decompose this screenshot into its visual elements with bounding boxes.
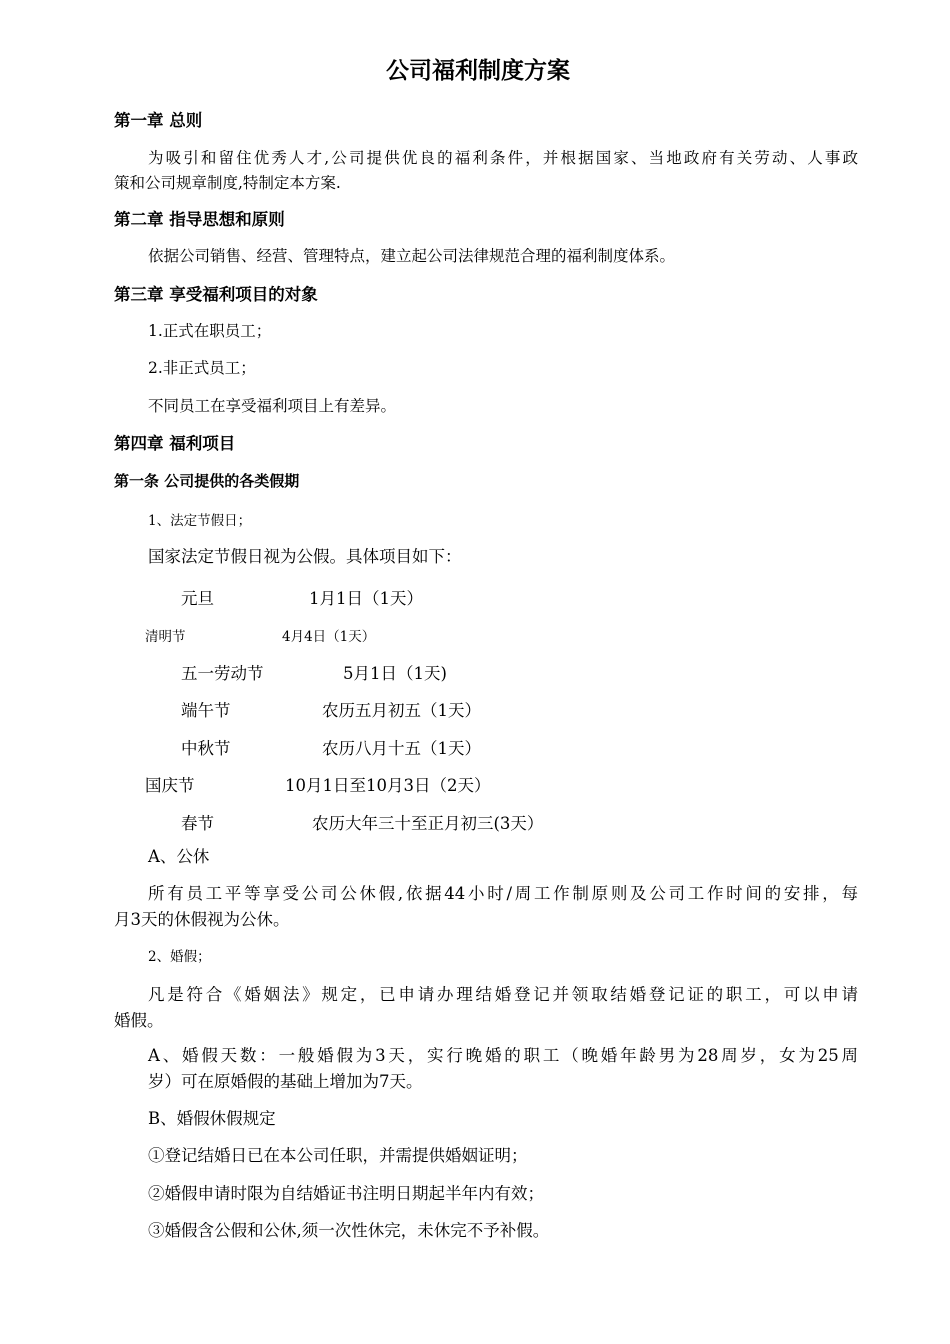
eligible-item-2: 2.非正式员工； xyxy=(148,359,256,377)
public-rest-heading: A、公休 xyxy=(148,847,210,866)
holiday-date: 10月1日至10月3日（2天） xyxy=(285,776,491,795)
marriage-intro-line-2: 婚假。 xyxy=(114,1011,164,1030)
marriage-rule-3: ③婚假含公假和公休,须一次性休完，未休完不予补假。 xyxy=(148,1221,550,1240)
section-1-heading: 1、法定节假日； xyxy=(148,513,252,529)
holiday-name: 国庆节 xyxy=(145,776,195,795)
holiday-name: 中秋节 xyxy=(181,739,231,758)
holiday-date: 1月1日（1天） xyxy=(309,589,423,608)
holiday-date: 农历五月初五（1天） xyxy=(322,701,481,720)
eligible-item-1: 1.正式在职员工； xyxy=(148,322,272,340)
holiday-name: 端午节 xyxy=(181,701,231,720)
marriage-days-line-2: 岁）可在原婚假的基础上增加为7天。 xyxy=(148,1072,423,1091)
chapter-4-heading: 第四章 福利项目 xyxy=(114,434,236,453)
holiday-date: 4月4日（1天） xyxy=(282,629,376,645)
marriage-rules-heading: B、婚假休假规定 xyxy=(148,1109,276,1128)
document-title: 公司福利制度方案 xyxy=(386,58,570,84)
marriage-rule-2: ②婚假申请时限为自结婚证书注明日期起半年内有效； xyxy=(148,1184,544,1203)
chapter-1-heading: 第一章 总则 xyxy=(114,111,203,130)
marriage-days-line-1: A、婚假天数：一般婚假为3天，实行晚婚的职工（晚婚年龄男为28周岁，女为25周 xyxy=(148,1046,858,1065)
public-rest-line-2: 月3天的休假视为公休。 xyxy=(114,910,290,929)
chapter-1-paragraph-line-1: 为吸引和留住优秀人才,公司提供优良的福利条件，并根据国家、当地政府有关劳动、人事政 xyxy=(148,149,858,167)
article-1-heading: 第一条 公司提供的各类假期 xyxy=(114,472,300,490)
chapter-2-paragraph: 依据公司销售、经营、管理特点，建立起公司法律规范合理的福利制度体系。 xyxy=(148,247,676,265)
chapter-2-heading: 第二章 指导思想和原则 xyxy=(114,210,285,229)
eligibility-note: 不同员工在享受福利项目上有差异。 xyxy=(148,397,397,415)
holiday-name: 清明节 xyxy=(145,629,186,645)
holiday-name: 春节 xyxy=(181,814,214,833)
chapter-3-heading: 第三章 享受福利项目的对象 xyxy=(114,285,318,304)
holiday-name: 五一劳动节 xyxy=(181,664,264,683)
holiday-date: 5月1日（1天) xyxy=(343,664,447,683)
holiday-intro: 国家法定节假日视为公假。具体项目如下： xyxy=(148,547,462,566)
holiday-name: 元旦 xyxy=(181,589,214,608)
section-2-heading: 2、婚假； xyxy=(148,949,211,965)
marriage-rule-1: ①登记结婚日已在本公司任职，并需提供婚姻证明； xyxy=(148,1146,528,1165)
holiday-date: 农历八月十五（1天） xyxy=(322,739,481,758)
holiday-date: 农历大年三十至正月初三(3天） xyxy=(312,814,544,833)
chapter-1-paragraph-line-2: 策和公司规章制度,特制定本方案. xyxy=(114,174,341,192)
public-rest-line-1: 所有员工平等享受公司公休假,依据44小时/周工作制原则及公司工作时间的安排，每 xyxy=(148,884,858,903)
marriage-intro-line-1: 凡是符合《婚姻法》规定，已申请办理结婚登记并领取结婚登记证的职工，可以申请 xyxy=(148,985,858,1004)
